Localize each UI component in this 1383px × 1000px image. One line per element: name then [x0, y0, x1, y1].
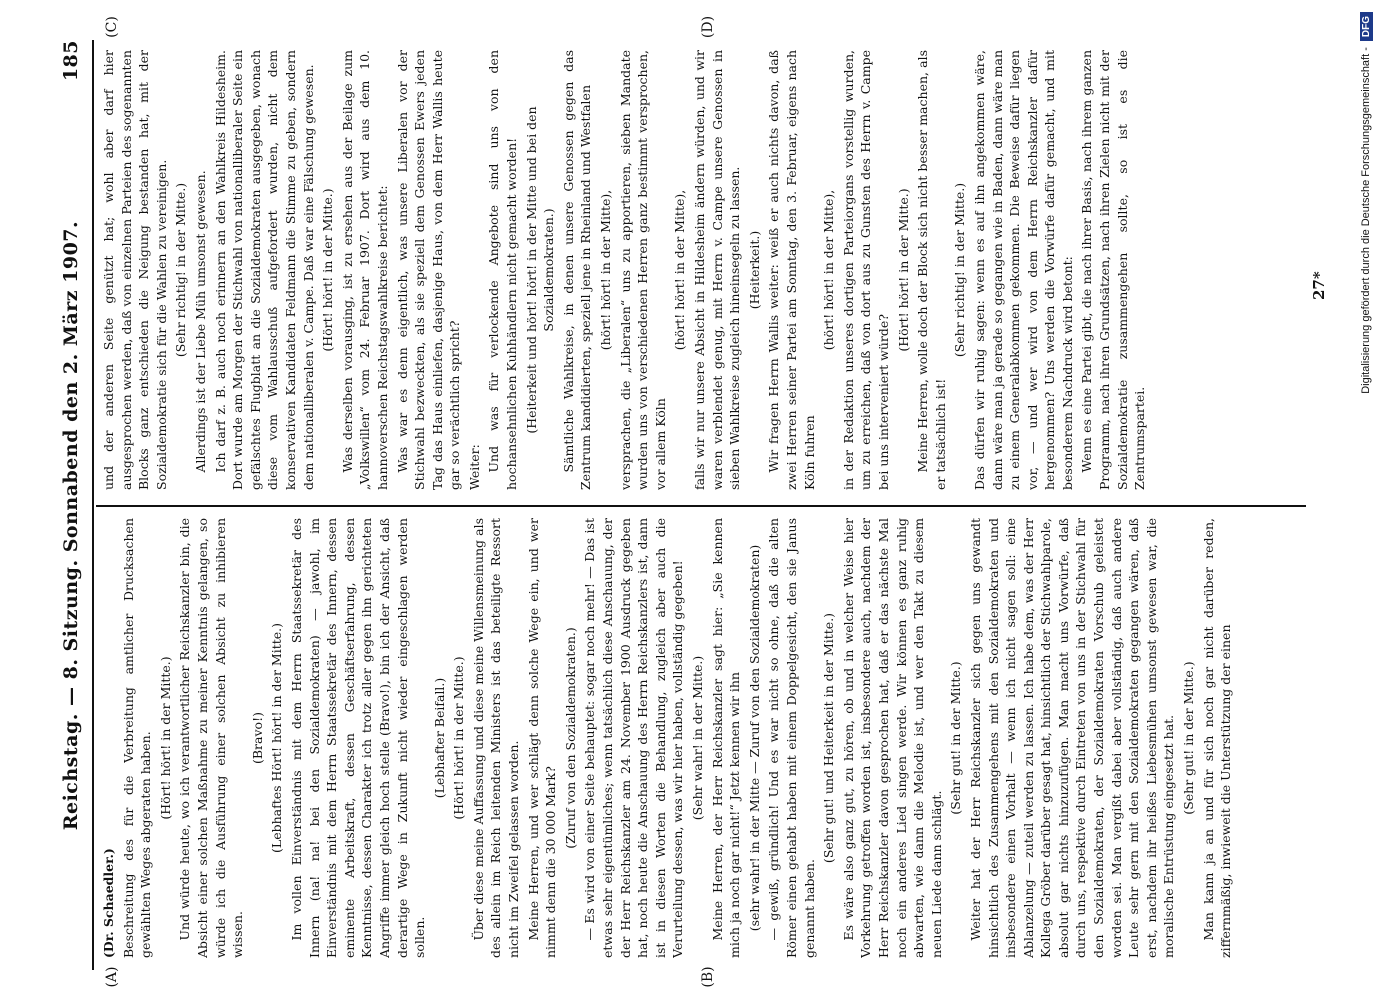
paragraph: (Dr. Schaedler.) [101, 848, 116, 958]
paragraph: (hört! hört! in der Mitte), [598, 189, 614, 351]
paragraph: (Lebhaftes Hört! hört! in der Mitte.) [269, 623, 285, 853]
digitization-credit [1354, 0, 1378, 1000]
paragraph: falls wir nur unsere Absicht in Hildesheim ändern würden, und wir waren verblendet genug, mit Herrn v. Campe unsere Genossen in sieben Wahlkreise zugleich hineinsegeln zu lassen. [692, 50, 743, 490]
margin-marker-a: (A) [104, 966, 120, 988]
margin-marker-b: (B) [700, 966, 716, 988]
paragraph: — gewiß, gründlich! Und es war nicht so ohne, daß die alten Römer einen gehabt haben mit einem Doppelgesicht, den sie Janus genannt haben. [766, 518, 817, 958]
paragraph: Und was für verlockende Angebote sind uns von den hochansehnlichen Kuhhändlern nicht gemacht worden! [486, 50, 520, 490]
paragraph: (Hört! hört! in der Mitte.) [895, 188, 911, 352]
paragraph: Wenn es eine Partei gibt, die nach ihrer Basis, nach ihrem ganzen Programm, nach ihren Grundsätzen, nach ihren Zielen nicht mit der Sozialdemokratie zusammengehen sollte, so ist es die Zentrumspartei. [1079, 50, 1148, 490]
paragraph: (Sehr richtig! in der Mitte.) [952, 182, 968, 358]
paragraph: Meine Herren, wolle doch der Block sich nicht besser machen, als er tatsächlich ist! [915, 50, 948, 490]
paragraph: (Sehr gut! in der Mitte.) [1181, 661, 1197, 815]
text-column-right [100, 50, 1300, 490]
header-title: Reichstag. — 8. Sitzung. Sonnabend den 2. März 1907. [60, 220, 82, 831]
paragraph: (Bravo!) [249, 712, 265, 764]
paragraph: Im vollen Einverständnis mit dem Herrn Staatssekretär des Innern (na! na! bei den Sozialdemokraten) — jawohl, im Einverständnis mit dem Herrn Staatssekretär des Innern, dessen eminente Arbeitskraft, dessen Geschäftserfahrung, dessen Kenntnisse, dessen Charakter ich trotz aller gegen ihn gerichteten Angriffe immer gleich hoch stelle (Bravo!), bin ich der Ansicht, daß derartige Wege in Zukunft nicht wieder eingeschlagen werden sollen. [288, 518, 428, 958]
paragraph: (Heiterkeit.) [746, 230, 762, 310]
paragraph: und der anderen Seite genützt hat; wohl aber darf hier ausgesprochen werden, daß von einzelnen Parteien des sogenannten Blocks ganz entschieden die Neigung bestanden hat, mit der Sozialdemokratie sich für die Wahlen zu vereinigen. [101, 50, 169, 490]
paragraph: Das dürfen wir ruhig sagen: wenn es auf ihn angekommen wäre, dann wäre man ja gerade so gegangen wie in Baden, dann wäre man zu einem Generalabkommen gekommen. Die Beweise dafür liegen vor, — und wer wird von dem Herrn Reichskanzler dafür hergenommen? Uns werden die Vorwürfe dafür gemacht, und mit besonderem Nachdruck wird betont: [971, 50, 1075, 490]
paragraph: Weiter: [466, 444, 482, 490]
page-header [56, 40, 86, 970]
paragraph: Ich darf z. B. auch noch erinnern an den Wahlkreis Hildesheim. Dort wurde am Morgen der Stichwahl von nationalliberaler Seite ein gefälschtes Flugblatt an die Sozialdemokraten ausgegeben, wonach diese vom Wahlausschuß aufgefordert wurden, nicht dem konservativen Kandidaten Feldmann die Stimme zu geben, sondern dem nationalliberalen v. Campe. Daß war eine Fälschung gewesen. [212, 50, 316, 490]
text-column-left [100, 518, 1300, 958]
paragraph: Wir fragen Herrn Wallis weiter: weiß er auch nichts davon, daß zwei Herren seiner Partei am Sonntag, den 3. Februar, eigens nach Köln fuhren [766, 50, 817, 490]
paragraph: Und würde heute, wo ich verantwortlicher Reichskanzler bin, die Absicht einer solchen Maßnahme zu meiner Kenntnis gelangen, so würde ich die Ausführung einer solchen Absicht zu inhibieren wissen. [177, 518, 246, 958]
paragraph: Was war es denn eigentlich, was unsere Liberalen vor der Stichwahl bezweckten, als sie speziell dem Genossen Ewers jeden Tag das Haus einliefen, dasjenige Haus, von dem Herr Wallis heute gar so verächtlich spricht? [394, 50, 463, 490]
dfg-logo: DFG [1360, 12, 1373, 41]
credit-text: Digitalisierung gefördert durch die Deutsche Forschungsgemeinschaft - [1360, 47, 1372, 394]
paragraph: (Hört! hört! in der Mitte.) [320, 188, 336, 352]
paragraph: versprachen, die „Liberalen“ uns zu apportieren, sieben Mandate wurden uns von verschiedenen Herren ganz bestimmt versprochen, vor allem Köln [617, 50, 668, 490]
paragraph: — Es wird von einer Seite behauptet: sogar noch mehr! — Das ist etwas sehr eigentümliches; wenn tatsächlich diese Anschauung, der der Herr Reichskanzler am 24. November 1900 Ausdruck gegeben hat, noch heute die Anschauung des Herrn Reichskanzlers ist, dann ist in diesen Worten die Behandlung, zugleich aber auch die Verurteilung dessen, was wir hier haben, vollständig gegeben! [582, 518, 686, 958]
page-number: 185 [60, 40, 82, 82]
digitization-sidebar [1350, 0, 1380, 1000]
paragraph: (sehr wahr! in der Mitte — Zuruf von den Sozialdemokraten) [746, 544, 762, 932]
paragraph: Allerdings ist der Liebe Müh umsonst gewesen. [192, 170, 208, 473]
paragraph: (hört! hört! in der Mitte), [821, 189, 837, 351]
margin-marker-d: (D) [700, 15, 716, 39]
paragraph: Es wäre also ganz gut, zu hören, ob und in welcher Weise hier Vorkehrung getroffen worden ist, insbesondere auch, nachdem der Herr Reichskanzler davon gesprochen hat, daß er das nächste Mal noch ein anderes Lied singen werde. Wir können es ganz ruhig abwarten, wie dann die Melodie ist, und wer den Takt zu diesem neuen Liede dann schlägt. [840, 518, 944, 958]
paragraph: (Sehr richtig! in der Mitte.) [173, 182, 189, 358]
paragraph: (Hört! hört! in der Mitte.) [451, 656, 467, 820]
paragraph: in der Redaktion unseres dortigen Parteiorgans vorstellig wurden, um zu erreichen, daß von dort aus zu Gunsten des Herrn v. Campe bei uns interveniert würde? [840, 50, 891, 490]
paragraph: Man kann ja an und für sich noch gar nicht darüber reden, ziffernmäßig, inwieweit die Unterstützung der einen [1200, 518, 1234, 958]
paragraph: Meine Herren, der Herr Reichskanzler sagt hier: „Sie kennen mich ja noch gar nicht!“ Jetzt kennen wir ihn [709, 518, 743, 958]
paragraph: (hört! hört! in der Mitte), [672, 189, 688, 351]
paragraph: Meine Herren, und wer schlägt denn solche Wege ein, und wer nimmt denn die 30 000 Mark? [525, 518, 559, 958]
paragraph: (Zuruf von den Sozialdemokraten.) [562, 627, 578, 849]
header-rule [92, 40, 94, 970]
paragraph: Beschreitung des für die Verbreitung amtlicher Drucksachen gewählten Weges abgeraten haben. [120, 518, 154, 958]
paragraph: (Heiterkeit und hört! hört! in der Mitte und bei den Sozialdemokraten.) [523, 106, 557, 434]
paragraph: Weiter hat der Herr Reichskanzler sich gegen uns gewandt hinsichtlich des Zusammengehens mit den Sozialdemokraten und insbesondere einen Vorhalt — wenn ich nicht sagen soll: eine Ablanzelung — zuteil werden zu lassen. Ich habe dem, was der Herr Kollega Gröber darüber gesagt hat, hinsichtlich der Stichwahlparole, absolut gar nichts hinzuzufügen. Man macht uns Vorwürfe, daß durch uns, respektive durch Eintreten von uns in der Stichwahl für den Sozialdemokraten, der Sozialdemokraten Vorschub geleistet worden sei. Man vergißt dabei aber vollständig, daß auch andere Leute sehr gern mit den Sozialdemokraten gegangen wären, daß erst, nachdem ihr heißes Liebesmühen umsonst gewesen war, die moralische Entrüstung eingesetzt hat. [967, 518, 1177, 958]
footer-signature-mark: 27* [1310, 271, 1328, 300]
paragraph: Sämtliche Wahlkreise, in denen unsere Genossen gegen das Zentrum kandidierten, speziell jene in Rheinland und Westfalen [560, 50, 594, 490]
paragraph: (Sehr wahr! in der Mitte.) [690, 655, 705, 821]
paragraph: (Hört! hört! in der Mitte.) [157, 656, 173, 820]
paragraph: Über diese meine Auffassung und diese meine Willensmeinung als des allein im Reich leitenden Ministers ist das beteiligte Ressort nicht im Zweifel gelassen worden. [470, 518, 522, 958]
column-divider [96, 505, 1306, 507]
paragraph: (Sehr gut! in der Mitte.) [948, 661, 964, 815]
paragraph: (Lebhafter Beifall.) [431, 677, 447, 799]
margin-marker-c: (C) [104, 16, 120, 38]
paragraph: Was derselben vorausging, ist zu ersehen aus der Beilage zum „Volkswillen“ vom 24. Februar 1907. Dort wird aus dem 10. hannoverschen Reichstagswahlkreise berichtet: [339, 50, 390, 490]
paragraph: (Sehr gut! und Heiterkeit in der Mitte.) [821, 612, 837, 864]
